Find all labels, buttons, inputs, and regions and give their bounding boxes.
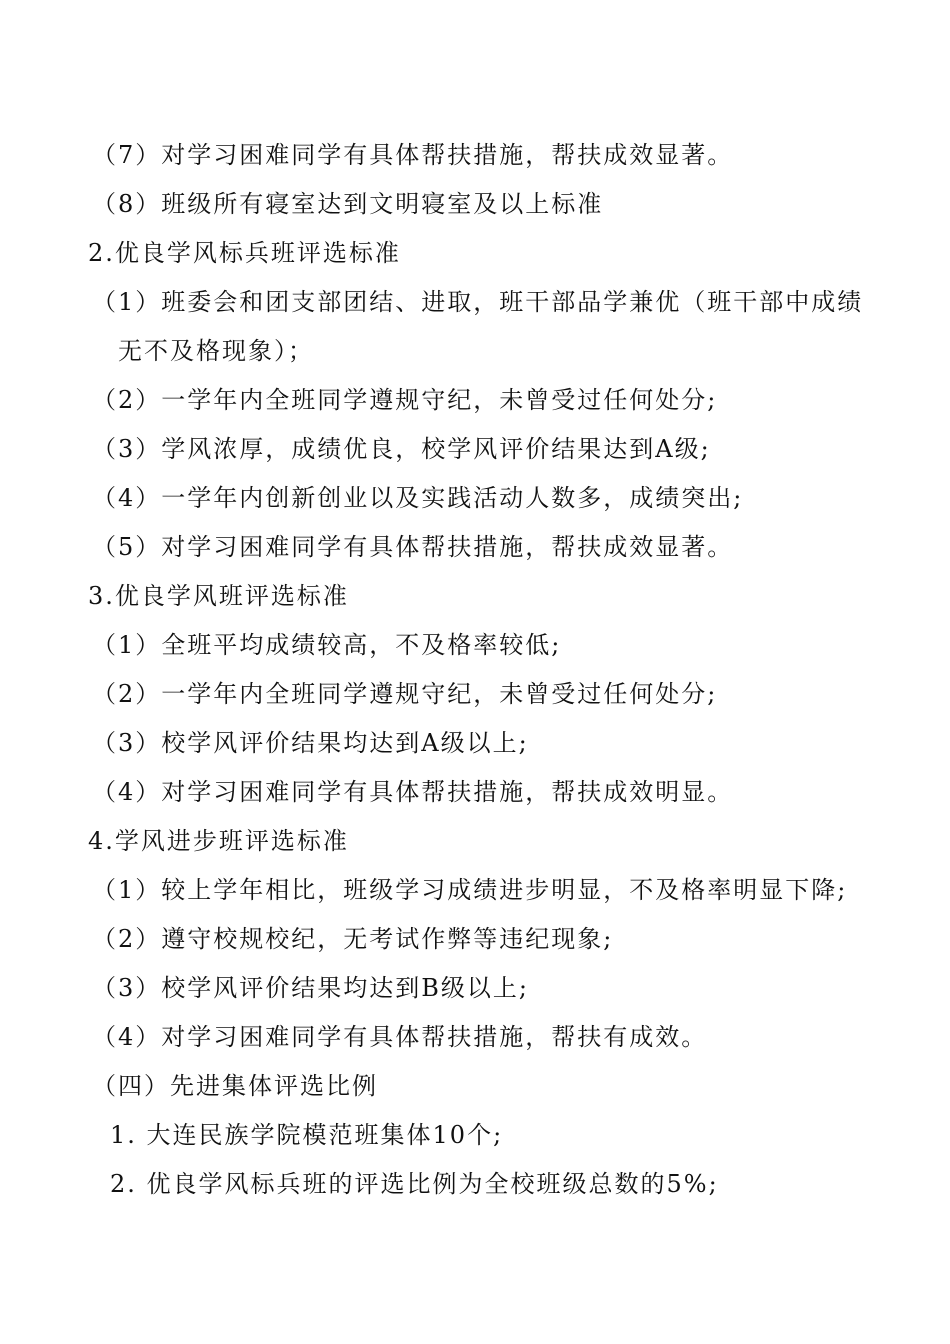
criterion-line: （2）一学年内全班同学遵规守纪，未曾受过任何处分; (92, 680, 718, 708)
criterion-line: （8）班级所有寝室达到文明寝室及以上标准 (92, 190, 604, 218)
criterion-line: （5）对学习困难同学有具体帮扶措施，帮扶成效显著。 (92, 533, 734, 561)
criterion-line: （2）一学年内全班同学遵规守纪，未曾受过任何处分; (92, 386, 718, 414)
criterion-line-continuation: 无不及格现象）； (118, 337, 314, 365)
ratio-item: 2. 优良学风标兵班的评选比例为全校班级总数的5%; (110, 1170, 719, 1198)
criterion-line: （4）对学习困难同学有具体帮扶措施，帮扶有成效。 (92, 1023, 708, 1051)
criterion-line: （4）对学习困难同学有具体帮扶措施，帮扶成效明显。 (92, 778, 734, 806)
ratio-item: 1. 大连民族学院模范班集体10个; (110, 1121, 504, 1149)
criterion-line: （1）全班平均成绩较高，不及格率较低; (92, 631, 562, 659)
section-heading: 2.优良学风标兵班评选标准 (88, 239, 401, 267)
criterion-line: （3）校学风评价结果均达到A级以上; (92, 729, 529, 757)
section-heading: 3.优良学风班评选标准 (88, 582, 349, 610)
criterion-line: （1）班委会和团支部团结、进取，班干部品学兼优（班干部中成绩 (92, 288, 864, 316)
section-heading: 4.学风进步班评选标准 (88, 827, 349, 855)
criterion-line: （3）学风浓厚，成绩优良，校学风评价结果达到A级; (92, 435, 711, 463)
criterion-line: （3）校学风评价结果均达到B级以上; (92, 974, 529, 1002)
criterion-line: （2）遵守校规校纪，无考试作弊等违纪现象; (92, 925, 614, 953)
criterion-line: （7）对学习困难同学有具体帮扶措施，帮扶成效显著。 (92, 141, 734, 169)
subsection-heading: （四）先进集体评选比例 (92, 1072, 378, 1100)
criterion-line: （4）一学年内创新创业以及实践活动人数多，成绩突出; (92, 484, 744, 512)
criterion-line: （1）较上学年相比，班级学习成绩进步明显，不及格率明显下降; (92, 876, 848, 904)
